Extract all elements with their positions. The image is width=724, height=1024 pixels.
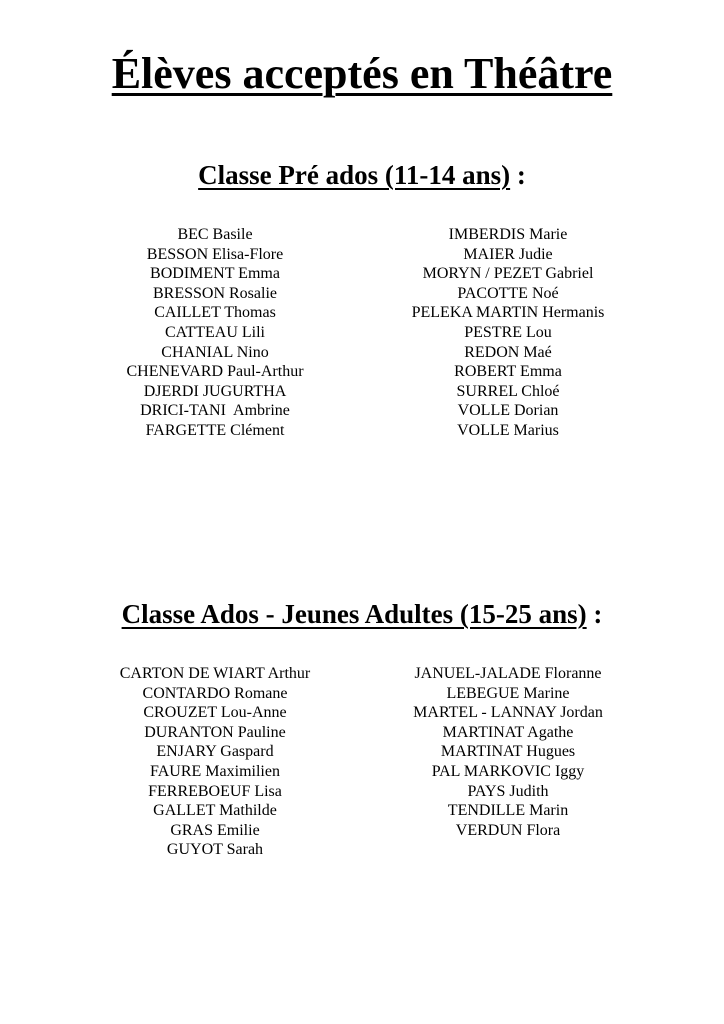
- student-name: MARTINAT Hugues: [440, 743, 576, 761]
- section-title-ados-jeunes-adultes: [0, 597, 724, 631]
- student-name: FERREBOEUF Lisa: [148, 782, 282, 800]
- student-name: ROBERT Emma: [454, 363, 562, 381]
- student-name: VOLLE Dorian: [457, 402, 559, 420]
- section-title-colon: :: [510, 160, 526, 190]
- student-name: ENJARY Gaspard: [156, 743, 274, 761]
- student-name: DJERDI JUGURTHA: [143, 382, 287, 400]
- pre-ados-right-list: [358, 225, 658, 441]
- student-name: CATTEAU Lili: [165, 323, 265, 341]
- page-title-text: Élèves acceptés en Théâtre: [111, 49, 613, 98]
- student-name: TENDILLE Marin: [447, 802, 569, 820]
- student-name: BODIMENT Emma: [150, 265, 280, 283]
- student-name: BRESSON Rosalie: [152, 284, 277, 302]
- student-name: MORYN / PEZET Gabriel: [422, 265, 594, 283]
- student-name: DURANTON Pauline: [144, 723, 286, 741]
- student-name: BESSON Elisa-Flore: [146, 245, 284, 263]
- page-title: [0, 46, 724, 102]
- student-name: GUYOT Sarah: [166, 841, 264, 859]
- student-name: VOLLE Marius: [457, 421, 559, 439]
- student-name: CROUZET Lou-Anne: [143, 704, 287, 722]
- pre-ados-left-list: [65, 225, 365, 441]
- student-name: CAILLET Thomas: [154, 304, 276, 322]
- student-name: DRICI-TANI Ambrine: [140, 402, 290, 420]
- student-name: MARTEL - LANNAY Jordan: [413, 704, 603, 722]
- student-name: MARTINAT Agathe: [442, 723, 574, 741]
- student-name: SURREL Chloé: [456, 382, 560, 400]
- student-name: FARGETTE Clément: [145, 421, 285, 439]
- student-name: LEBEGUE Marine: [446, 684, 570, 702]
- student-name: CARTON DE WIART Arthur: [119, 665, 311, 682]
- student-name: IMBERDIS Marie: [448, 226, 568, 243]
- section-title-text: Classe Pré ados (11-14 ans): [198, 160, 511, 190]
- student-name: PELEKA MARTIN Hermanis: [411, 304, 605, 322]
- student-name: CHENEVARD Paul-Arthur: [126, 363, 304, 381]
- student-name: FAURE Maximilien: [150, 762, 280, 780]
- student-name: BEC Basile: [177, 226, 253, 243]
- student-name: REDON Maé: [464, 343, 552, 361]
- student-name: PACOTTE Noé: [457, 284, 559, 302]
- student-name: GRAS Emilie: [170, 821, 260, 839]
- student-name: PAYS Judith: [467, 782, 549, 800]
- student-name: PESTRE Lou: [464, 323, 552, 341]
- section-title-colon: :: [586, 599, 603, 629]
- ados-left-list: [65, 664, 365, 860]
- student-name: MAIER Judie: [463, 245, 553, 263]
- section-title-text: Classe Ados - Jeunes Adultes (15-25 ans): [121, 599, 587, 629]
- section-title-pre-ados: [0, 158, 724, 192]
- student-name: CHANIAL Nino: [161, 343, 269, 361]
- student-name: VERDUN Flora: [455, 821, 561, 839]
- student-name: PAL MARKOVIC Iggy: [431, 762, 585, 780]
- student-name: JANUEL-JALADE Floranne: [414, 665, 602, 682]
- student-name: CONTARDO Romane: [142, 684, 288, 702]
- student-name: GALLET Mathilde: [153, 802, 277, 820]
- ados-right-list: [358, 664, 658, 840]
